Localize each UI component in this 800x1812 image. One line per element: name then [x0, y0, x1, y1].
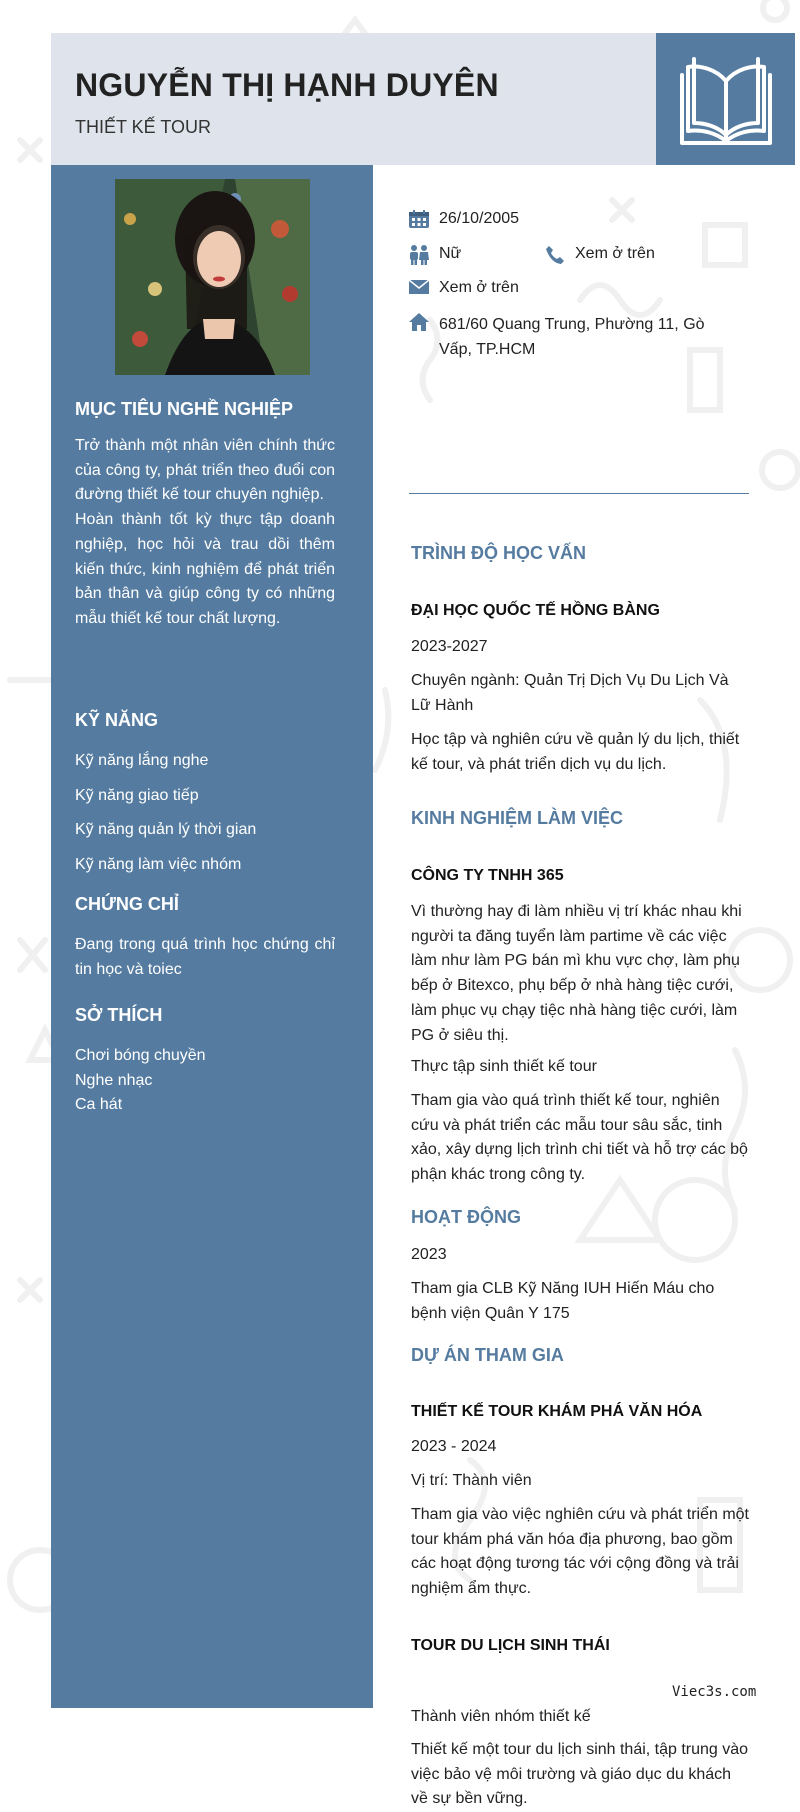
- project-period: 2023 - 2024: [411, 1438, 497, 1455]
- hobby-item: Ca hát: [75, 1096, 123, 1113]
- hobbies-section: [75, 1005, 335, 1118]
- home-icon: [409, 313, 439, 331]
- skills-section: [75, 710, 335, 887]
- hobby-item: Chơi bóng chuyền: [75, 1047, 206, 1064]
- experience-position: Thực tập sinh thiết kế tour: [411, 1058, 597, 1075]
- activities-title: HOẠT ĐỘNG: [411, 1207, 521, 1227]
- hobby-item: Nghe nhạc: [75, 1071, 153, 1089]
- activities-year: 2023: [411, 1246, 447, 1263]
- certificates-text: Đang trong quá trình học chứng chỉ tin học và toiec: [75, 936, 335, 978]
- project-role: Vị trí: Thành viên: [411, 1472, 532, 1489]
- phone-row: [545, 245, 655, 265]
- project-name: TOUR DU LỊCH SINH THÁI: [411, 1637, 610, 1654]
- address-row: [409, 313, 739, 362]
- project-description: Thiết kế một tour du lịch sinh thái, tập trung vào việc bảo vệ môi trường và giáo dục du khách về sự bền vững.: [411, 1741, 749, 1808]
- skill-item: Kỹ năng quản lý thời gian: [75, 821, 257, 838]
- objective-title: MỤC TIÊU NGHỀ NGHIỆP: [75, 399, 294, 419]
- birthday-row: [409, 210, 519, 228]
- resume-page: [51, 33, 795, 1808]
- birthday-value: 26/10/2005: [439, 210, 520, 227]
- skill-item: Kỹ năng làm việc nhóm: [75, 855, 242, 873]
- objective-section: [75, 399, 335, 632]
- skill-item: Kỹ năng lắng nghe: [75, 752, 209, 769]
- education-major: Chuyên ngành: Quản Trị Dịch Vụ Du Lịch Và Lữ Hành: [411, 672, 729, 714]
- email-value: Xem ở trên: [439, 279, 519, 296]
- certificates-title: CHỨNG CHỈ: [75, 894, 179, 914]
- project-description: Tham gia vào việc nghiên cứu và phát triển một tour khám phá văn hóa địa phương, bao gồm các hoạt động tương tác với cộng đồng và trải nghiệm ẩm thực.: [411, 1506, 749, 1598]
- calendar-icon: [409, 210, 439, 228]
- resume-main: [373, 165, 795, 1808]
- resume-header: [51, 33, 795, 165]
- skills-title: KỸ NĂNG: [75, 710, 159, 730]
- candidate-name: NGUYỄN THỊ HẠNH DUYÊN: [75, 67, 499, 103]
- phone-icon: [545, 245, 575, 265]
- contact-divider: [409, 493, 749, 494]
- experience-company: CÔNG TY TNHH 365: [411, 867, 564, 884]
- objective-text-2: Hoàn thành tốt kỳ thực tập doanh nghiệp, học hỏi và trau dồi thêm kiến thức, kinh nghiệm để phát triển bản thân và giúp công ty có những mẫu thiết kế tour chất lượng.: [75, 511, 335, 627]
- gender-icon: [409, 245, 439, 265]
- project-role: Thành viên nhóm thiết kế: [411, 1708, 591, 1725]
- gender-value: Nữ: [439, 245, 462, 262]
- resume-sidebar: [51, 165, 373, 1708]
- education-description: Học tập và nghiên cứu về quản lý du lịch, thiết kế tour, và phát triển dịch vụ du lịch.: [411, 731, 740, 773]
- candidate-role: THIẾT KẾ TOUR: [75, 117, 212, 137]
- skill-item: Kỹ năng giao tiếp: [75, 786, 199, 804]
- envelope-icon: [409, 279, 439, 295]
- open-book-icon: [678, 51, 774, 147]
- experience-position-description: Tham gia vào quá trình thiết kế tour, nghiên cứu và phát triển các mẫu tour sâu sắc, tinh xảo, xây dựng lịch trình chi tiết và hỗ trợ các bộ phận khác trong công ty.: [411, 1092, 748, 1184]
- project-name: THIẾT KẾ TOUR KHÁM PHÁ VĂN HÓA: [411, 1403, 703, 1420]
- experience-description: Vì thường hay đi làm nhiều vị trí khác nhau khi người ta đăng tuyển làm partime về các việc làm như làm PG bán mì khu vực chợ, làm phụ bếp ở Bitexco, phụ bếp ở nhà hàng tiệc cưới, làm phục vụ chạy tiệc nhà hàng tiệc cưới, làm PG ở siêu thị.: [411, 903, 742, 1044]
- education-school: ĐẠI HỌC QUỐC TẾ HỒNG BÀNG: [411, 602, 660, 619]
- profile-photo: [115, 179, 310, 375]
- book-logo: [656, 33, 795, 165]
- email-row: [409, 279, 519, 297]
- objective-text: Trở thành một nhân viên chính thức của công ty, phát triển theo đuổi con đường thiết kế tour chuyên nghiệp.: [75, 437, 335, 504]
- site-watermark: Viec3s.com: [672, 1684, 757, 1700]
- hobbies-title: SỞ THÍCH: [75, 1005, 163, 1025]
- experience-title: KINH NGHIỆM LÀM VIỆC: [411, 808, 624, 828]
- activities-description: Tham gia CLB Kỹ Năng IUH Hiến Máu cho bệnh viện Quân Y 175: [411, 1280, 715, 1322]
- projects-title: DỰ ÁN THAM GIA: [411, 1345, 564, 1365]
- phone-value: Xem ở trên: [575, 245, 655, 262]
- address-value: 681/60 Quang Trung, Phường 11, Gò Vấp, TP.HCM: [439, 316, 705, 358]
- gender-row: [409, 245, 461, 265]
- certificates-section: [75, 894, 335, 982]
- education-period: 2023-2027: [411, 638, 488, 655]
- education-title: TRÌNH ĐỘ HỌC VẤN: [411, 543, 586, 563]
